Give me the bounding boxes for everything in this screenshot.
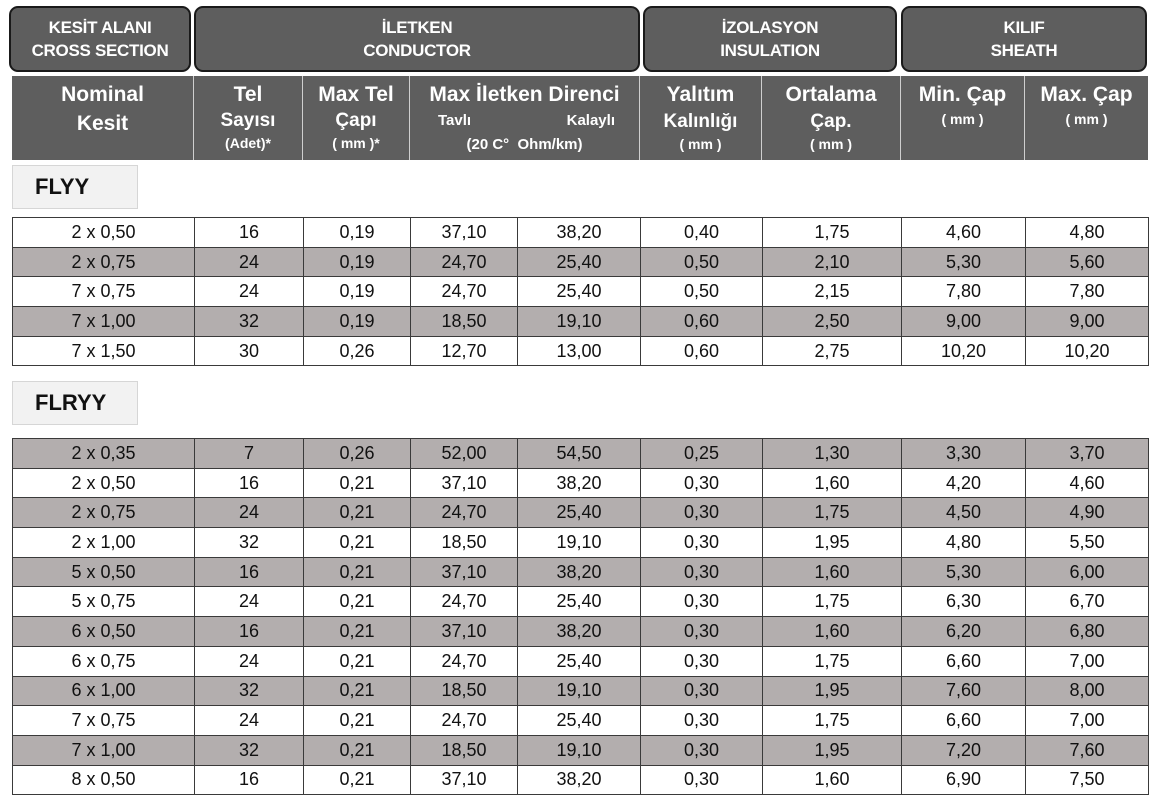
table-cell: 37,10 [411,765,518,795]
table-cell: 38,20 [518,468,641,498]
table-cell: 1,75 [763,587,902,617]
column-header-unit: ( mm ) [1065,111,1108,127]
table-cell: 4,60 [1026,468,1149,498]
table-row [13,765,1149,795]
column-header-direnc [410,76,640,160]
table-cell: 0,21 [304,676,411,706]
table-cell: 18,50 [411,307,518,337]
table-cell: 7 [195,439,304,469]
table-cell: 6 x 0,50 [13,617,195,647]
column-header-line: Çap. [810,111,852,132]
table-cell: 24,70 [411,498,518,528]
table-cell: 16 [195,557,304,587]
table-cell: 7 x 0,75 [13,277,195,307]
table-cell: 19,10 [518,307,641,337]
table-cell: 5,30 [902,557,1026,587]
table-cell: 32 [195,307,304,337]
group-header-insulation [643,6,897,72]
group-header-conductor [194,6,640,72]
section-label-flyy: FLYY [12,165,138,209]
table-cell: 2,75 [763,336,902,366]
table-cell: 9,00 [1026,307,1149,337]
table-cell: 7,60 [1026,735,1149,765]
group-header-line: KILIF [1003,18,1045,37]
table-cell: 25,40 [518,277,641,307]
table-cell: 7,50 [1026,765,1149,795]
group-header-line: CROSS SECTION [31,41,169,60]
column-header-line: Max İletken Direnci [429,83,620,106]
table-cell: 0,30 [641,706,763,736]
table-cell: 6,60 [902,706,1026,736]
table-row [13,307,1149,337]
table-cell: 9,00 [902,307,1026,337]
table-cell: 5 x 0,75 [13,587,195,617]
column-header-kalayli: Kalaylı [566,112,615,129]
table-cell: 3,30 [902,439,1026,469]
table-cell: 6 x 0,75 [13,646,195,676]
column-header-unit: ( mm ) [810,136,852,152]
table-cell: 2 x 0,50 [13,218,195,248]
table-cell: 24 [195,498,304,528]
column-header-tel [194,76,303,160]
table-cell: 0,60 [641,307,763,337]
table-cell: 7,00 [1026,706,1149,736]
table-cell: 24 [195,646,304,676]
table-cell: 0,40 [641,218,763,248]
table-cell: 25,40 [518,706,641,736]
table-cell: 5,30 [902,247,1026,277]
flryy-table [12,438,1149,795]
table-cell: 7 x 1,00 [13,735,195,765]
table-cell: 1,75 [763,218,902,248]
table-cell: 19,10 [518,528,641,558]
table-cell: 8,00 [1026,676,1149,706]
table-row [13,706,1149,736]
column-header-nominal [12,76,194,160]
table-cell: 0,25 [641,439,763,469]
table-cell: 1,95 [763,735,902,765]
table-cell: 7 x 0,75 [13,706,195,736]
column-header-ortalama [762,76,901,160]
table-row [13,498,1149,528]
table-cell: 12,70 [411,336,518,366]
table-row [13,218,1149,248]
table-row [13,676,1149,706]
table-cell: 8 x 0,50 [13,765,195,795]
table-cell: 37,10 [411,468,518,498]
table-cell: 0,21 [304,765,411,795]
table-cell: 10,20 [902,336,1026,366]
table-cell: 38,20 [518,617,641,647]
table-cell: 32 [195,676,304,706]
column-header-line: Kesit [76,112,129,135]
table-cell: 7,80 [1026,277,1149,307]
table-cell: 37,10 [411,557,518,587]
column-header-min-cap [901,76,1025,160]
table-cell: 0,19 [304,307,411,337]
table-cell: 4,80 [902,528,1026,558]
table-cell: 13,00 [518,336,641,366]
table-cell: 0,30 [641,646,763,676]
table-cell: 7,20 [902,735,1026,765]
table-cell: 24 [195,247,304,277]
table-cell: 37,10 [411,218,518,248]
table-cell: 4,50 [902,498,1026,528]
table-cell: 6,00 [1026,557,1149,587]
table-cell: 0,60 [641,336,763,366]
group-header-line: INSULATION [720,41,820,60]
table-cell: 0,30 [641,735,763,765]
table-cell: 0,21 [304,468,411,498]
column-header-tavli: Tavlı [438,112,472,129]
table-cell: 19,10 [518,735,641,765]
table-cell: 6,70 [1026,587,1149,617]
column-header-yalitim [640,76,762,160]
group-header-cross-section [9,6,191,72]
column-header-line: Kalınlığı [663,111,738,132]
table-cell: 18,50 [411,528,518,558]
table-cell: 16 [195,765,304,795]
table-cell: 7 x 1,00 [13,307,195,337]
table-cell: 25,40 [518,498,641,528]
table-cell: 37,10 [411,617,518,647]
table-cell: 0,21 [304,646,411,676]
table-cell: 1,60 [763,765,902,795]
table-cell: 0,50 [641,277,763,307]
table-cell: 7,00 [1026,646,1149,676]
table-cell: 1,75 [763,646,902,676]
table-cell: 1,60 [763,617,902,647]
group-header-line: SHEATH [990,41,1058,60]
table-cell: 0,30 [641,498,763,528]
column-header-unit: (20 C° Ohm/km) [466,136,583,153]
table-cell: 4,20 [902,468,1026,498]
table-cell: 0,26 [304,439,411,469]
table-cell: 0,21 [304,528,411,558]
column-header-unit: ( mm )* [332,135,380,151]
table-cell: 7,60 [902,676,1026,706]
table-cell: 38,20 [518,765,641,795]
table-row [13,617,1149,647]
column-header-line: Max. Çap [1040,83,1133,106]
table-row [13,439,1149,469]
table-cell: 16 [195,218,304,248]
table-cell: 0,21 [304,498,411,528]
table-row [13,587,1149,617]
table-row [13,528,1149,558]
table-cell: 5,60 [1026,247,1149,277]
table-cell: 24,70 [411,277,518,307]
table-cell: 0,30 [641,557,763,587]
table-cell: 4,60 [902,218,1026,248]
table-cell: 0,19 [304,277,411,307]
column-header-max-cap [1025,76,1148,160]
table-row [13,277,1149,307]
column-header-line: Yalıtım [666,83,735,106]
flyy-table [12,217,1149,366]
column-header-line: Sayısı [220,110,276,131]
column-header-line: Çapı [335,110,377,131]
table-cell: 54,50 [518,439,641,469]
table-cell: 7,80 [902,277,1026,307]
table-cell: 0,19 [304,247,411,277]
table-cell: 5,50 [1026,528,1149,558]
column-header-max-tel [303,76,410,160]
table-cell: 0,30 [641,587,763,617]
table-cell: 0,30 [641,617,763,647]
table-cell: 38,20 [518,218,641,248]
table-cell: 2,10 [763,247,902,277]
column-header-unit: ( mm ) [941,111,984,127]
table-cell: 24,70 [411,247,518,277]
table-cell: 24 [195,277,304,307]
table-cell: 18,50 [411,676,518,706]
table-row [13,557,1149,587]
table-cell: 6,20 [902,617,1026,647]
table-row [13,646,1149,676]
table-cell: 0,26 [304,336,411,366]
table-cell: 1,75 [763,706,902,736]
column-header-line: Nominal [61,83,144,106]
group-header-line: İZOLASYON [721,18,819,37]
section-label-flryy: FLRYY [12,381,138,425]
table-cell: 18,50 [411,735,518,765]
table-cell: 0,21 [304,617,411,647]
table-cell: 0,21 [304,557,411,587]
table-cell: 2,15 [763,277,902,307]
table-cell: 2 x 0,35 [13,439,195,469]
table-cell: 38,20 [518,557,641,587]
table-cell: 1,95 [763,676,902,706]
table-cell: 6,60 [902,646,1026,676]
table-cell: 25,40 [518,646,641,676]
table-cell: 0,21 [304,735,411,765]
table-cell: 6 x 1,00 [13,676,195,706]
table-cell: 19,10 [518,676,641,706]
table-cell: 0,30 [641,528,763,558]
table-row [13,468,1149,498]
table-cell: 52,00 [411,439,518,469]
column-header-line: Ortalama [785,83,877,106]
table-cell: 24,70 [411,646,518,676]
table-row [13,735,1149,765]
column-header-line: Max Tel [318,83,394,106]
table-cell: 1,95 [763,528,902,558]
table-cell: 24,70 [411,706,518,736]
table-cell: 4,80 [1026,218,1149,248]
table-cell: 0,21 [304,706,411,736]
group-header-line: CONDUCTOR [363,41,471,60]
table-cell: 1,30 [763,439,902,469]
table-cell: 2 x 0,75 [13,247,195,277]
table-cell: 25,40 [518,247,641,277]
table-cell: 10,20 [1026,336,1149,366]
column-header-line: Tel [233,83,263,106]
table-cell: 1,60 [763,557,902,587]
table-cell: 32 [195,735,304,765]
table-cell: 0,50 [641,247,763,277]
table-cell: 5 x 0,50 [13,557,195,587]
table-cell: 0,30 [641,468,763,498]
table-cell: 32 [195,528,304,558]
table-cell: 6,30 [902,587,1026,617]
table-cell: 16 [195,468,304,498]
table-cell: 3,70 [1026,439,1149,469]
table-cell: 4,90 [1026,498,1149,528]
table-cell: 2 x 1,00 [13,528,195,558]
table-cell: 2 x 0,75 [13,498,195,528]
table-cell: 1,75 [763,498,902,528]
table-cell: 30 [195,336,304,366]
table-cell: 2,50 [763,307,902,337]
table-cell: 0,21 [304,587,411,617]
table-cell: 6,80 [1026,617,1149,647]
column-header-unit: ( mm ) [679,136,722,152]
table-cell: 1,60 [763,468,902,498]
table-row [13,247,1149,277]
table-cell: 2 x 0,50 [13,468,195,498]
table-cell: 24,70 [411,587,518,617]
group-header-line: KESİT ALANI [48,18,152,37]
table-cell: 0,19 [304,218,411,248]
table-cell: 24 [195,706,304,736]
table-row [13,336,1149,366]
group-header-line: İLETKEN [381,18,453,37]
group-header-sheath [901,6,1147,72]
table-cell: 7 x 1,50 [13,336,195,366]
column-header-line: Min. Çap [918,83,1007,106]
column-header-unit: (Adet)* [225,135,271,151]
table-cell: 25,40 [518,587,641,617]
table-cell: 24 [195,587,304,617]
table-cell: 16 [195,617,304,647]
table-cell: 0,30 [641,765,763,795]
table-cell: 6,90 [902,765,1026,795]
table-cell: 0,30 [641,676,763,706]
